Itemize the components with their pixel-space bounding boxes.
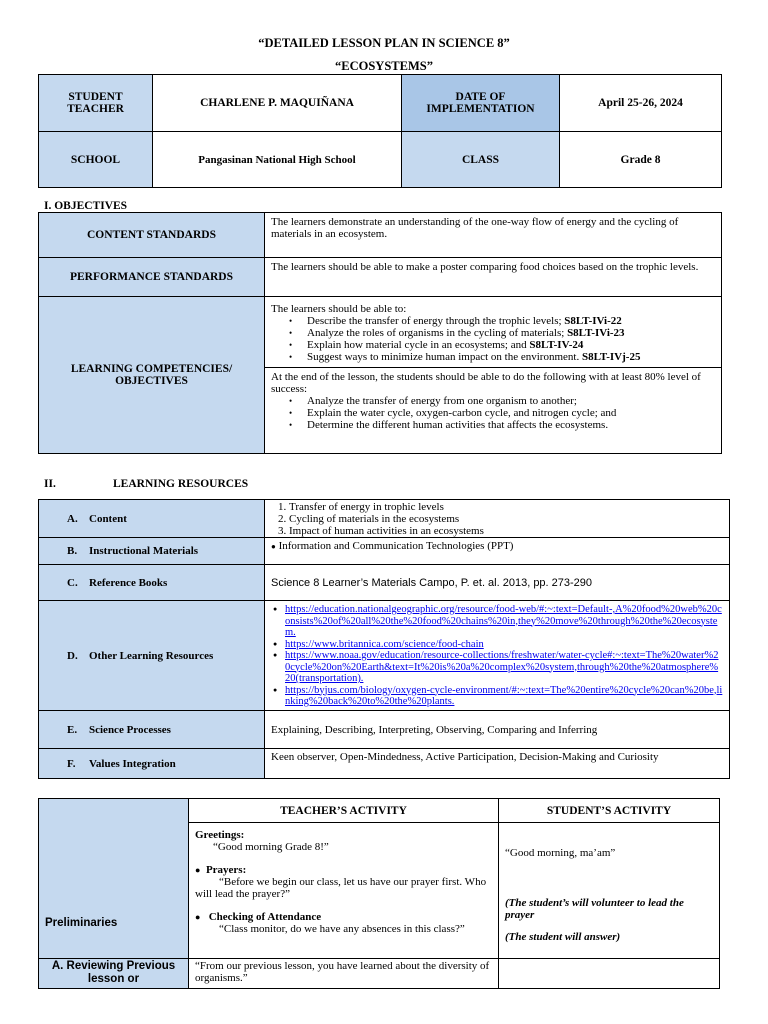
resource-link-item[interactable]: [285, 639, 723, 651]
content-item: 2. Cycling of materials in the ecosystems: [289, 513, 723, 525]
resources-heading-number: II.: [44, 478, 56, 490]
review-student-cell: [499, 959, 720, 989]
greetings-text: “Good morning Grade 8!”: [213, 841, 329, 853]
objectives-table: [38, 212, 722, 454]
preliminaries-label-cell: [39, 799, 189, 959]
competency-item: • Explain how material cycle in an ecosystems; and S8LT-IV-24: [307, 339, 715, 351]
resource-link-item[interactable]: [285, 650, 723, 685]
content-item: 3. Impact of human activities in an ecosystems: [289, 525, 723, 537]
document-title: “DETAILED LESSON PLAN IN SCIENCE 8”: [258, 36, 510, 50]
class-value: Grade 8: [560, 132, 722, 188]
resource-link[interactable]: https://byjus.com/biology/oxygen-cycle-environment/#:~:text=The%20entire%20cycle%20can%20be,linking%20back%20to%20the%20plants.: [285, 684, 723, 707]
instructional-materials-label: B. Instructional Materials: [39, 538, 265, 565]
other-resources-cell: [265, 601, 730, 711]
header-table: [38, 74, 722, 188]
instructional-materials-text: ● Information and Communication Technologies (PPT): [265, 538, 730, 565]
reference-books-label: C. Reference Books: [39, 565, 265, 601]
competencies-intro: The learners should be able to:: [271, 303, 407, 315]
objective-item: • Explain the water cycle, oxygen-carbon cycle, and nitrogen cycle; and: [307, 407, 715, 419]
competency-item: • Describe the transfer of energy through the trophic levels; S8LT-IVi-22: [307, 315, 715, 327]
objective-item: • Determine the different human activities that affects the ecosystems.: [307, 419, 715, 431]
student-answer: (The student will answer): [505, 931, 621, 943]
school-label: SCHOOL: [39, 132, 153, 188]
objectives-cell: [265, 368, 722, 454]
competency-item: • Suggest ways to minimize human impact on the environment. S8LT-IVj-25: [307, 351, 715, 363]
science-processes-label: E. Science Processes: [39, 711, 265, 749]
date-label: DATE OF IMPLEMENTATION: [402, 75, 560, 132]
student-teacher-label: STUDENT TEACHER: [39, 75, 153, 132]
resource-link[interactable]: https://education.nationalgeographic.org/resource/food-web/#:~:text=Default-,A%20food%20web%20consists%20of%20all%20the%20food%20chains%20in,they%20move%20through%20the%20ecosystem.: [285, 604, 722, 638]
resources-table: [38, 499, 730, 779]
prayers-text: “Before we begin our class, let us have our prayer first. Who will lead the prayer?”: [195, 876, 487, 900]
prayers-label-row: ● Prayers:: [195, 864, 247, 876]
content-label: A. Content: [39, 500, 265, 538]
resource-link[interactable]: https://www.noaa.gov/education/resource-collections/freshwater/water-cycle#:~:text=The%20water%20cycle%20on%20Earth&text=It%20is%20a%20complex%20system,through%20the%20atmosphere%20(transportation).: [285, 650, 719, 684]
resource-link[interactable]: https://www.britannica.com/science/food-chain: [285, 638, 484, 650]
content-standards-text: The learners demonstrate an understanding of the one-way flow of energy and the cycling of materials in an ecosystem.: [265, 213, 722, 258]
objectives-heading: I. OBJECTIVES: [44, 200, 128, 212]
values-integration-label: F. Values Integration: [39, 749, 265, 779]
class-label: CLASS: [402, 132, 560, 188]
teacher-preliminaries-cell: [189, 823, 499, 959]
content-item: 1. Transfer of energy in trophic levels: [289, 501, 723, 513]
document-subtitle: “ECOSYSTEMS”: [335, 59, 433, 73]
student-preliminaries-cell: [499, 823, 720, 959]
review-label: A. Reviewing Previous lesson or: [39, 959, 189, 989]
reference-books-text: Science 8 Learner’s Materials Campo, P. et. al. 2013, pp. 273-290: [265, 565, 730, 601]
performance-standards-label: PERFORMANCE STANDARDS: [39, 258, 265, 297]
values-integration-text: Keen observer, Open-Mindedness, Active Participation, Decision-Making and Curiosity: [265, 749, 730, 779]
resource-link-item[interactable]: [285, 685, 723, 708]
implementation-date: April 25-26, 2024: [560, 75, 722, 132]
review-text: “From our previous lesson, you have learned about the diversity of organisms.”: [189, 959, 499, 989]
student-teacher-name: CHARLENE P. MAQUIÑANA: [153, 75, 402, 132]
other-resources-label: D. Other Learning Resources: [39, 601, 265, 711]
teacher-activity-header: TEACHER’S ACTIVITY: [189, 799, 499, 823]
competency-item: • Analyze the roles of organisms in the cycling of materials; S8LT-IVi-23: [307, 327, 715, 339]
activity-table: [38, 798, 720, 989]
competencies-label: LEARNING COMPETENCIES/ OBJECTIVES: [39, 297, 265, 454]
student-activity-header: STUDENT’S ACTIVITY: [499, 799, 720, 823]
content-standards-label: CONTENT STANDARDS: [39, 213, 265, 258]
resource-link-item[interactable]: [285, 604, 723, 639]
preliminaries-label: Preliminaries: [45, 916, 118, 929]
content-list-cell: [265, 500, 730, 538]
objectives-intro: At the end of the lesson, the students should be able to do the following with at least 80% level of success:: [271, 371, 701, 395]
student-greeting: “Good morning, ma’am”: [505, 847, 616, 859]
attendance-text: “Class monitor, do we have any absences in this class?”: [219, 923, 465, 935]
competencies-cell: [265, 297, 722, 368]
performance-standards-text: The learners should be able to make a poster comparing food choices based on the trophic levels.: [265, 258, 722, 297]
objective-item: • Analyze the transfer of energy from one organism to another;: [307, 395, 715, 407]
student-prayer: (The student’s will volunteer to lead the prayer: [505, 897, 684, 921]
greetings-label: Greetings:: [195, 829, 245, 841]
resources-heading: LEARNING RESOURCES: [113, 478, 249, 490]
science-processes-text: Explaining, Describing, Interpreting, Observing, Comparing and Inferring: [265, 711, 730, 749]
attendance-label-row: ● Checking of Attendance: [195, 911, 322, 923]
school-name: Pangasinan National High School: [153, 132, 402, 188]
